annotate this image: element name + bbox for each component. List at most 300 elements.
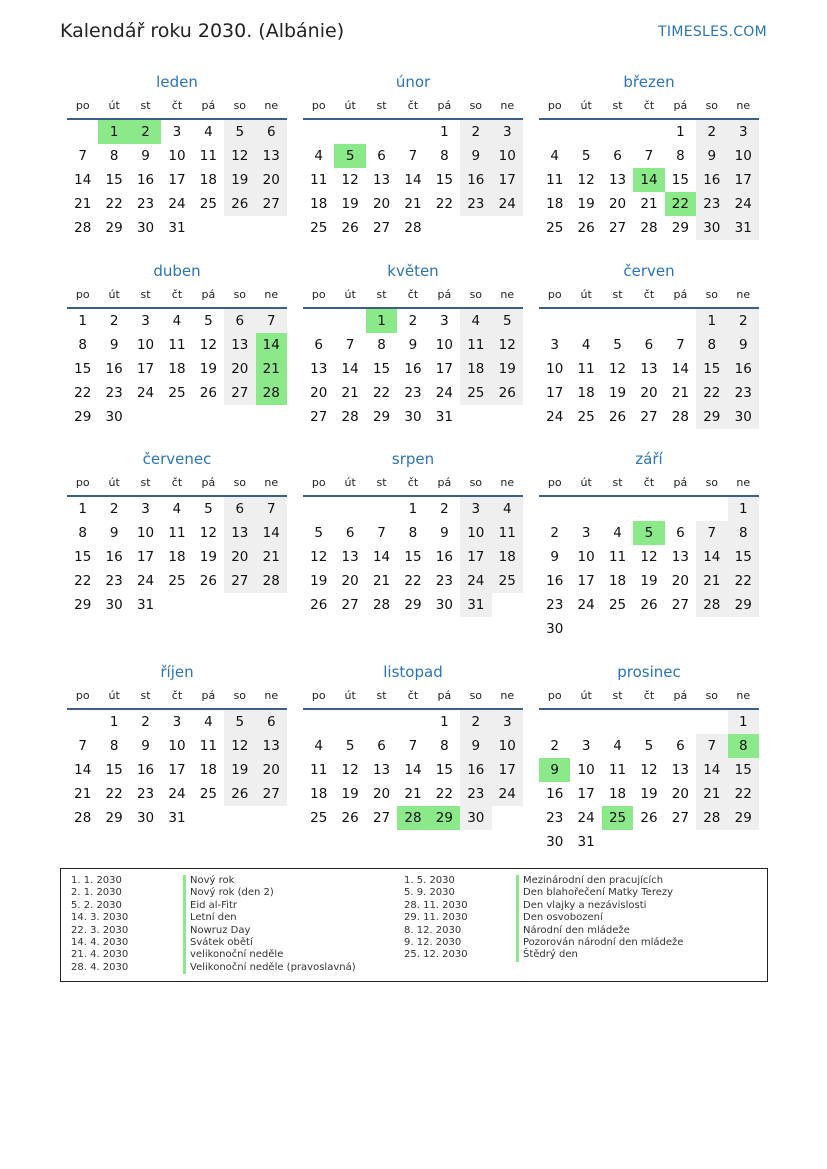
page-title: Kalendář roku 2030. (Albánie) (60, 20, 345, 42)
legend-row (71, 900, 356, 912)
day-cell: 22 (728, 782, 759, 806)
day-cell: 22 (404, 573, 422, 589)
legend-row (404, 900, 683, 912)
legend-date: 29. 11. 2030 (404, 912, 468, 924)
day-cell: 6 (314, 337, 323, 353)
day-cell: 18 (608, 786, 627, 802)
day-cell: 16 (105, 361, 123, 377)
day-cell: 18 (492, 545, 523, 569)
day-cell: 30 (728, 405, 759, 429)
day-cell: 13 (671, 762, 689, 778)
weekday-label: pá (437, 288, 452, 301)
weekday-label: st (376, 689, 387, 702)
empty-cell (602, 309, 633, 333)
day-cell: 25 (577, 409, 595, 425)
weekday-header (303, 285, 523, 309)
day-cell: 3 (141, 501, 150, 517)
weekday-label: pá (437, 99, 452, 112)
day-cell: 5 (204, 313, 213, 329)
day-cell: 7 (696, 521, 727, 545)
day-cell: 4 (613, 525, 622, 541)
month-name: duben (153, 262, 201, 280)
empty-cell (303, 710, 334, 734)
weekday-header (303, 686, 523, 710)
weekday-label: st (612, 99, 623, 112)
weekday-label: po (75, 689, 90, 702)
day-cell: 20 (224, 545, 255, 569)
legend-holiday-name: Svátek obětí (183, 937, 253, 949)
month-name: červen (623, 262, 675, 280)
day-cell: 7 (696, 734, 727, 758)
weekday-label: čt (643, 476, 655, 489)
day-cell: 22 (435, 196, 453, 212)
day-cell: 5 (644, 738, 654, 754)
day-cell: 31 (435, 409, 453, 425)
day-cell: 29 (671, 220, 689, 236)
day-cell: 23 (136, 196, 155, 212)
day-cell: 2 (440, 501, 449, 517)
empty-cell (303, 309, 334, 333)
weekday-label: po (311, 476, 326, 489)
day-cell: 21 (372, 573, 391, 589)
weekday-label: po (75, 288, 90, 301)
legend-date: 2. 1. 2030 (71, 887, 122, 899)
day-cell: 28 (671, 409, 689, 425)
weekday-label: ne (500, 99, 515, 112)
holiday-day: 29 (429, 806, 460, 830)
day-cell: 12 (640, 549, 658, 565)
day-cell: 13 (608, 172, 627, 188)
day-cell: 19 (199, 361, 217, 377)
legend-row (71, 949, 356, 961)
weekday-label: út (580, 288, 592, 301)
day-cell: 26 (310, 597, 328, 613)
weekday-label: ne (500, 288, 515, 301)
day-cell: 17 (492, 758, 523, 782)
month-duben (67, 261, 287, 429)
brand-link[interactable]: TIMESLES.COM (658, 24, 767, 40)
empty-cell (397, 710, 428, 734)
legend-date: 1. 5. 2030 (404, 875, 455, 886)
day-cell: 30 (696, 216, 727, 240)
day-cell: 16 (546, 786, 564, 802)
day-cell: 31 (728, 216, 759, 240)
legend-row (404, 875, 683, 887)
day-cell: 1 (440, 124, 449, 140)
day-cell: 31 (136, 597, 155, 613)
empty-cell (539, 710, 570, 734)
empty-cell (665, 309, 696, 333)
day-cell: 18 (168, 361, 186, 377)
legend-row (404, 912, 683, 924)
day-cell: 26 (640, 597, 658, 613)
day-cell: 29 (728, 593, 759, 617)
day-cell: 2 (550, 738, 559, 754)
day-cell: 24 (136, 385, 155, 401)
day-cell: 4 (613, 738, 622, 754)
weekday-label: út (108, 689, 120, 702)
weekday-label: čt (171, 476, 183, 489)
legend-row (404, 925, 683, 937)
day-cell: 17 (546, 385, 564, 401)
day-cell: 20 (671, 786, 689, 802)
day-cell: 11 (492, 521, 523, 545)
day-cell: 30 (105, 409, 123, 425)
day-grid (303, 120, 523, 240)
weekday-label: so (705, 476, 719, 489)
day-cell: 8 (728, 521, 759, 545)
day-cell: 23 (546, 810, 564, 826)
weekday-label: ne (264, 689, 279, 702)
day-cell: 28 (404, 220, 422, 236)
day-cell: 30 (546, 621, 564, 637)
day-grid (539, 309, 759, 429)
day-cell: 22 (105, 786, 123, 802)
day-cell: 25 (310, 220, 328, 236)
legend-date: 22. 3. 2030 (71, 924, 129, 936)
day-cell: 19 (341, 786, 359, 802)
weekday-label: so (233, 288, 247, 301)
day-cell: 2 (460, 710, 491, 734)
empty-cell (303, 497, 334, 521)
day-cell: 19 (492, 357, 523, 381)
legend-date: 28. 4. 2030 (71, 961, 129, 973)
day-cell: 1 (408, 501, 418, 517)
day-cell: 18 (608, 573, 627, 589)
day-cell: 14 (341, 361, 359, 377)
legend-holiday-name: Pozorován národní den mládeže (516, 937, 683, 949)
day-cell: 21 (696, 782, 727, 806)
empty-cell (366, 710, 397, 734)
legend-column-left (71, 875, 356, 974)
day-cell: 30 (136, 810, 155, 826)
day-cell: 10 (577, 762, 595, 778)
month-name: listopad (383, 663, 443, 681)
day-cell: 1 (676, 124, 685, 140)
day-grid (303, 309, 523, 429)
legend-row (71, 925, 356, 937)
legend-holiday-name: velikonoční neděle (183, 949, 283, 961)
day-cell: 23 (696, 192, 727, 216)
day-cell: 7 (345, 337, 355, 353)
day-cell: 25 (546, 220, 564, 236)
empty-cell (366, 120, 397, 144)
day-cell: 27 (256, 192, 287, 216)
day-cell: 1 (440, 714, 449, 730)
day-cell: 13 (372, 172, 391, 188)
day-cell: 20 (224, 357, 255, 381)
day-cell: 27 (608, 220, 627, 236)
day-cell: 22 (372, 385, 391, 401)
day-cell: 7 (408, 738, 418, 754)
day-cell: 6 (613, 148, 622, 164)
day-cell: 3 (460, 497, 491, 521)
day-cell: 28 (696, 806, 727, 830)
day-cell: 14 (696, 545, 727, 569)
weekday-label: po (547, 99, 562, 112)
day-cell: 21 (671, 385, 689, 401)
holiday-day: 28 (256, 381, 287, 405)
weekday-header (303, 96, 523, 120)
legend-date: 5. 2. 2030 (71, 899, 122, 911)
day-cell: 5 (204, 501, 213, 517)
day-cell: 1 (109, 714, 119, 730)
day-cell: 20 (671, 573, 689, 589)
day-cell: 17 (168, 762, 186, 778)
day-cell: 8 (676, 148, 685, 164)
month-červen (539, 261, 759, 429)
day-cell: 12 (577, 172, 595, 188)
day-cell: 20 (372, 786, 391, 802)
weekday-label: so (705, 99, 719, 112)
day-cell: 15 (105, 172, 123, 188)
legend-holiday-name: Velikonoční neděle (pravoslavná) (183, 962, 356, 974)
day-cell: 25 (168, 573, 186, 589)
day-cell: 8 (109, 738, 119, 754)
day-cell: 16 (728, 357, 759, 381)
weekday-label: so (469, 99, 483, 112)
day-cell: 24 (460, 569, 491, 593)
day-grid (67, 309, 287, 429)
day-cell: 11 (546, 172, 564, 188)
weekday-label: so (705, 288, 719, 301)
legend-row (71, 912, 356, 924)
day-cell: 16 (404, 361, 422, 377)
day-cell: 17 (577, 573, 595, 589)
day-cell: 25 (199, 196, 217, 212)
day-cell: 10 (577, 549, 595, 565)
day-cell: 21 (74, 196, 92, 212)
weekday-label: pá (437, 476, 452, 489)
day-cell: 19 (640, 573, 658, 589)
day-grid (539, 710, 759, 854)
month-červenec (67, 449, 287, 617)
day-cell: 27 (372, 810, 391, 826)
day-cell: 23 (435, 573, 453, 589)
weekday-label: čt (171, 689, 183, 702)
legend-holiday-name: Nowruz Day (183, 925, 250, 937)
day-cell: 26 (640, 810, 658, 826)
day-cell: 11 (168, 525, 186, 541)
day-cell: 25 (199, 786, 217, 802)
day-cell: 1 (728, 710, 759, 734)
day-cell: 9 (728, 333, 759, 357)
day-cell: 22 (728, 569, 759, 593)
day-cell: 27 (671, 597, 689, 613)
day-cell: 28 (74, 810, 92, 826)
month-únor (303, 72, 523, 240)
day-cell: 26 (199, 573, 217, 589)
day-cell: 14 (372, 549, 391, 565)
day-cell: 26 (341, 810, 359, 826)
weekday-label: čt (643, 689, 655, 702)
weekday-label: po (75, 476, 90, 489)
day-cell: 30 (435, 597, 453, 613)
day-cell: 16 (460, 168, 491, 192)
day-cell: 27 (671, 810, 689, 826)
empty-cell (633, 120, 664, 144)
month-name: září (635, 450, 663, 468)
day-cell: 18 (577, 385, 595, 401)
day-cell: 29 (372, 409, 391, 425)
weekday-header (539, 285, 759, 309)
day-cell: 16 (435, 549, 453, 565)
day-cell: 3 (440, 313, 449, 329)
day-cell: 25 (310, 810, 328, 826)
empty-cell (570, 710, 601, 734)
month-name: leden (156, 73, 198, 91)
day-cell: 16 (696, 168, 727, 192)
day-cell: 8 (109, 148, 119, 164)
day-cell: 28 (640, 220, 658, 236)
legend-holiday-name: Štědrý den (516, 949, 578, 961)
day-cell: 29 (105, 810, 123, 826)
month-srpen (303, 449, 523, 617)
weekday-header (67, 473, 287, 497)
legend-holiday-name: Mezinárodní den pracujících (516, 875, 663, 887)
day-cell: 10 (546, 361, 564, 377)
day-cell: 25 (608, 597, 627, 613)
weekday-label: čt (407, 288, 419, 301)
day-cell: 16 (136, 172, 155, 188)
legend-date: 8. 12. 2030 (404, 924, 462, 936)
day-cell: 24 (577, 810, 595, 826)
day-cell: 14 (256, 521, 287, 545)
day-cell: 12 (341, 172, 359, 188)
day-cell: 23 (136, 786, 155, 802)
day-cell: 13 (224, 333, 255, 357)
empty-cell (633, 497, 664, 521)
day-cell: 8 (440, 148, 449, 164)
day-cell: 15 (105, 762, 123, 778)
day-cell: 5 (613, 337, 622, 353)
holiday-legend (60, 868, 768, 982)
day-cell: 16 (136, 762, 155, 778)
legend-row (404, 887, 683, 899)
day-cell: 5 (314, 525, 323, 541)
day-cell: 8 (78, 525, 87, 541)
day-cell: 14 (696, 758, 727, 782)
day-cell: 27 (341, 597, 359, 613)
empty-cell (334, 120, 365, 144)
day-cell: 15 (696, 357, 727, 381)
day-cell: 1 (78, 313, 87, 329)
day-cell: 8 (408, 525, 418, 541)
legend-date: 1. 1. 2030 (71, 875, 122, 886)
day-cell: 6 (676, 738, 685, 754)
day-cell: 8 (377, 337, 386, 353)
weekday-label: po (547, 288, 562, 301)
day-cell: 7 (256, 497, 287, 521)
legend-date: 14. 4. 2030 (71, 936, 129, 948)
holiday-day: 5 (334, 144, 365, 168)
month-name: srpen (391, 450, 435, 468)
empty-cell (633, 710, 664, 734)
day-cell: 26 (341, 220, 359, 236)
day-cell: 18 (199, 762, 217, 778)
day-cell: 15 (671, 172, 689, 188)
legend-date: 14. 3. 2030 (71, 912, 129, 924)
weekday-label: út (344, 99, 356, 112)
day-cell: 4 (550, 148, 559, 164)
empty-cell (334, 497, 365, 521)
day-cell: 3 (492, 710, 523, 734)
day-cell: 25 (492, 569, 523, 593)
weekday-label: st (376, 99, 387, 112)
legend-holiday-name: Den blahořečení Matky Terezy (516, 887, 673, 899)
day-cell: 3 (172, 124, 182, 140)
weekday-label: st (376, 288, 387, 301)
day-cell: 15 (404, 549, 422, 565)
day-cell: 12 (492, 333, 523, 357)
day-cell: 31 (577, 834, 595, 850)
weekday-label: ne (736, 476, 751, 489)
day-cell: 31 (168, 220, 186, 236)
weekday-label: čt (171, 99, 183, 112)
day-cell: 3 (172, 714, 182, 730)
empty-cell (67, 120, 98, 144)
day-cell: 3 (581, 738, 591, 754)
empty-cell (366, 497, 397, 521)
day-cell: 11 (199, 738, 217, 754)
day-cell: 18 (546, 196, 564, 212)
weekday-label: pá (673, 288, 688, 301)
day-cell: 28 (256, 569, 287, 593)
weekday-label: ne (736, 689, 751, 702)
day-cell: 9 (460, 144, 491, 168)
day-cell: 31 (168, 810, 186, 826)
day-cell: 17 (168, 172, 186, 188)
empty-cell (696, 710, 727, 734)
weekday-label: pá (673, 476, 688, 489)
weekday-label: so (233, 99, 247, 112)
day-cell: 24 (136, 573, 155, 589)
day-cell: 5 (345, 738, 355, 754)
day-cell: 18 (310, 786, 328, 802)
month-name: červenec (142, 450, 212, 468)
day-cell: 27 (256, 782, 287, 806)
holiday-day: 8 (728, 734, 759, 758)
day-cell: 16 (460, 758, 491, 782)
day-cell: 6 (256, 120, 287, 144)
weekday-label: pá (673, 99, 688, 112)
weekday-label: ne (264, 288, 279, 301)
day-cell: 3 (141, 313, 150, 329)
weekday-label: so (705, 689, 719, 702)
weekday-label: čt (407, 99, 419, 112)
empty-cell (633, 309, 664, 333)
day-cell: 27 (224, 569, 255, 593)
day-cell: 29 (404, 597, 422, 613)
day-cell: 21 (404, 786, 422, 802)
day-cell: 23 (728, 381, 759, 405)
weekday-header (67, 686, 287, 710)
day-cell: 15 (74, 549, 92, 565)
holiday-day: 25 (602, 806, 633, 830)
empty-cell (570, 309, 601, 333)
day-cell: 3 (492, 120, 523, 144)
day-cell: 17 (435, 361, 453, 377)
day-cell: 13 (310, 361, 328, 377)
day-cell: 7 (676, 337, 685, 353)
day-cell: 6 (377, 738, 386, 754)
day-cell: 31 (460, 593, 491, 617)
weekday-header (303, 473, 523, 497)
day-cell: 21 (341, 385, 359, 401)
day-cell: 17 (577, 786, 595, 802)
weekday-label: pá (201, 288, 216, 301)
day-cell: 16 (105, 549, 123, 565)
